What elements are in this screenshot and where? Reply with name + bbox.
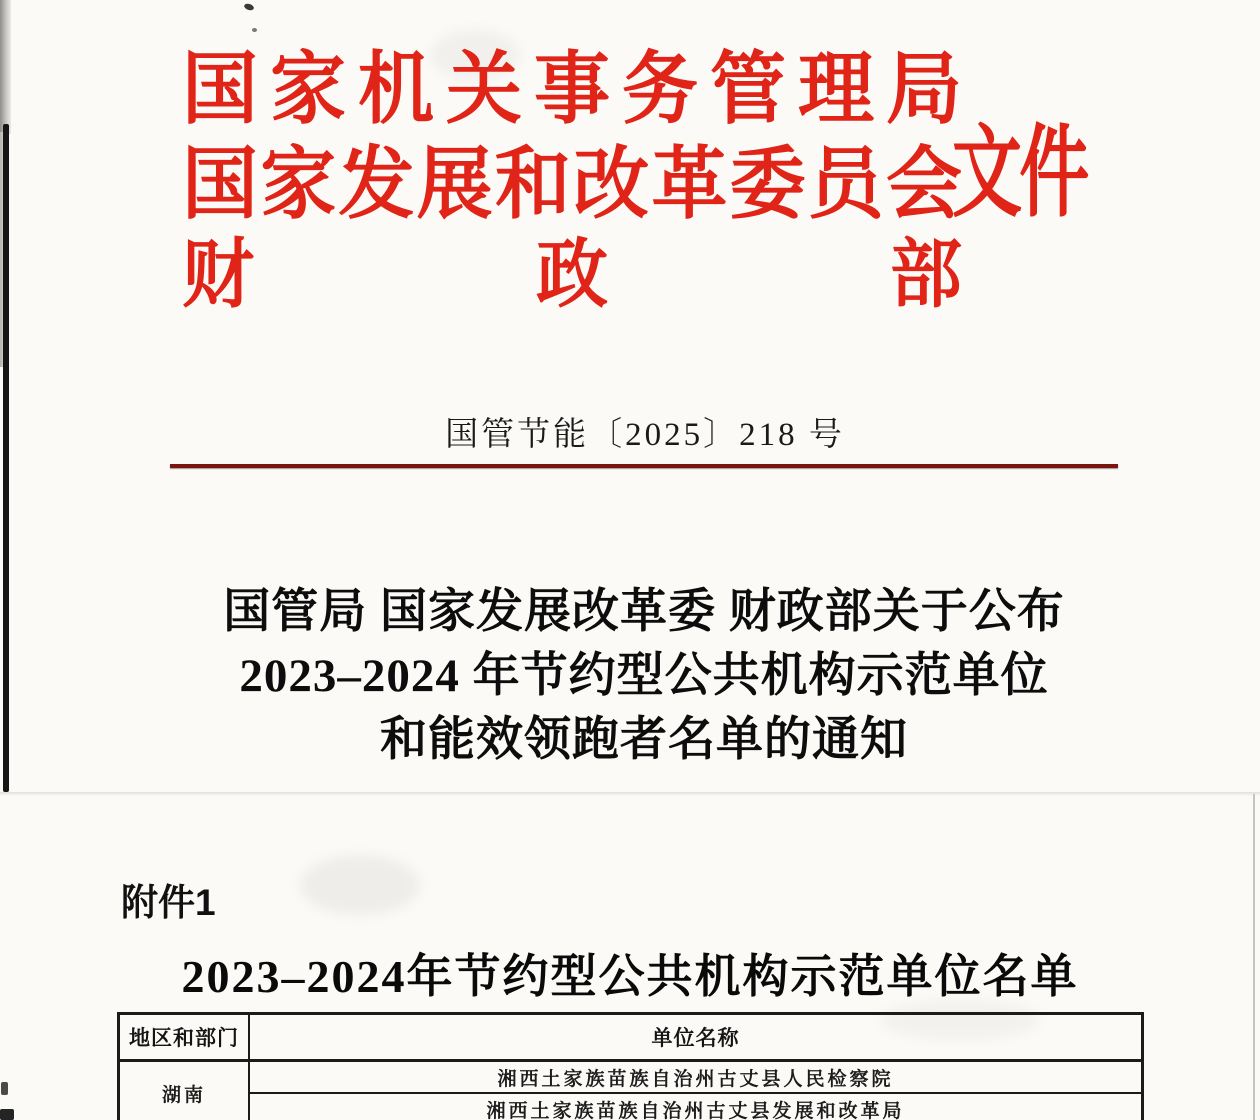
scan-speck (1, 1082, 8, 1095)
header-cell-region: 地区和部门 (119, 1014, 250, 1061)
table-header-row (119, 1014, 1143, 1061)
scan-blotch (300, 855, 420, 915)
unit-table-wrap (117, 1012, 1144, 1120)
document-type-label: 文件 (952, 118, 1087, 229)
scan-speck (243, 3, 254, 12)
scan-speck (0, 1109, 14, 1120)
unit-table (117, 1012, 1144, 1120)
attachment-label: 附件1 (121, 882, 216, 923)
table-row (119, 1093, 1143, 1120)
unit-cell: 湘西土家族苗族自治州古丈县发展和改革局 (249, 1093, 1143, 1120)
document-number: 国管节能〔2025〕218 号 (445, 417, 845, 453)
scan-seam (0, 792, 1260, 796)
scan-speck (252, 28, 257, 32)
region-cell: 湖南 (119, 1061, 250, 1120)
letterhead (182, 42, 962, 318)
document-title (14, 580, 1260, 772)
scan-edge-line (3, 124, 9, 792)
agency-name-line2: 国 家 发 展 和 改 革 委 员 会 (182, 140, 962, 229)
table-row (119, 1061, 1143, 1094)
header-cell-unit-name: 单位名称 (249, 1014, 1143, 1061)
agency-name-line3: 财 政 部 (182, 233, 962, 317)
document-title-line3: 和能效领跑者名单的通知 (380, 714, 908, 766)
agency-name-line1: 国 家 机 关 事 务 管 理 局 (182, 45, 962, 134)
unit-cell: 湘西土家族苗族自治州古丈县人民检察院 (249, 1061, 1143, 1094)
attachment-table-title: 2023–2024年节约型公共机构示范单位名单 (181, 951, 1079, 1002)
scan-edge-artifact (0, 0, 11, 134)
document-title-line1: 国管局 国家发展改革委 财政部关于公布 (223, 586, 1065, 638)
red-divider-line (170, 464, 1118, 468)
document-title-line2: 2023–2024 年节约型公共机构示范单位 (239, 650, 1049, 702)
